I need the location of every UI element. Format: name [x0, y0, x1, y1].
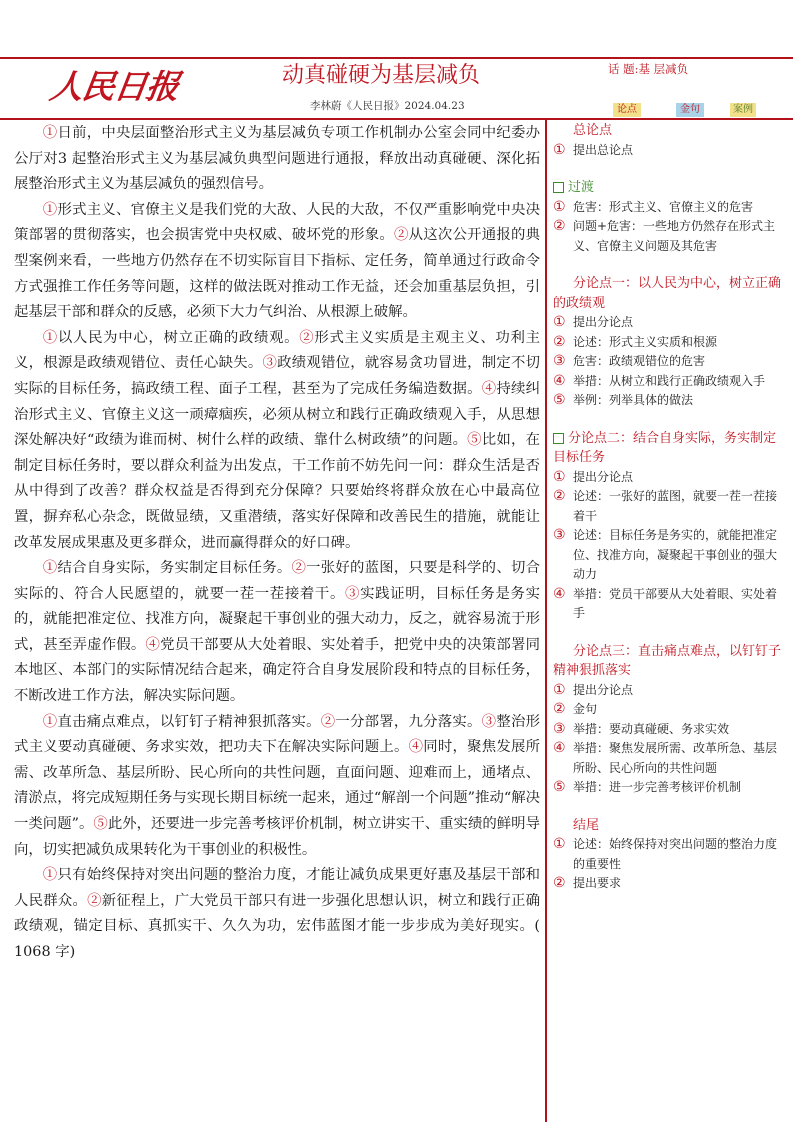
paragraph-6: [14, 863, 540, 965]
item-number: ①: [553, 198, 566, 215]
item-number: ③: [553, 527, 566, 543]
sentence-number: ①: [42, 201, 58, 218]
legend-argument: 论点: [613, 103, 641, 117]
column-divider: [545, 118, 547, 1122]
section-head-point-2: 分论点二：结合自身实际，务实制定目标任务: [553, 430, 777, 465]
item-number: ⑤: [553, 392, 566, 408]
sentence-number: ③: [345, 585, 361, 602]
section-items-point-3: [553, 681, 785, 798]
item-text: 提出总论点: [573, 142, 634, 157]
item-text: 提出要求: [573, 876, 622, 890]
item-text: 论述：形式主义实质和根源: [573, 334, 718, 349]
sentence-number: ①: [42, 713, 58, 730]
annotation-item: [553, 198, 785, 218]
sentence-number: ②: [394, 227, 409, 244]
paragraph-2: [14, 198, 540, 326]
section-head-point-3: 分论点三：直击痛点难点，以钉钉子精神狠抓落实: [553, 643, 782, 678]
sentence-text: 直击痛点难点，以钉钉子精神狠抓落实。: [57, 713, 321, 730]
sentence-number: ③: [262, 355, 278, 372]
paragraph-4: [14, 556, 540, 710]
topic-label: 话 题:: [608, 62, 639, 76]
item-number: ③: [553, 353, 566, 369]
annotation-item: [553, 333, 785, 353]
item-text: 举措：党员干部要从大处着眼、实处着手: [573, 586, 778, 620]
sentence-text: 形式主义、官僚主义是我们党的大敌、人民的大敌，不仅严重影响党中央决策部署的贯彻落实，也会损害党中央权威、破坏党的形象。: [14, 201, 540, 244]
item-text: 提出分论点: [573, 469, 634, 484]
annotation-item: [553, 141, 785, 161]
sentence-number: ③: [481, 713, 497, 730]
checkbox-icon: [553, 433, 564, 444]
item-text: 论述：始终保持对突出问题的整治力度的重要性: [573, 837, 778, 871]
topic-value: 基 层减负: [638, 62, 689, 76]
sentence-text: 持续纠治形式主义、官僚主义这一顽瘴痼疾，必须从树立和践行正确政绩观入手，从思想深处解决好“政绩为谁而树、树什么样的政绩、靠什么树政绩”的问题。: [14, 380, 540, 449]
section-head-point-1: 分论点一：以人民为中心，树立正确的政绩观: [553, 276, 782, 311]
item-text: 危害：形式主义、官僚主义的危害: [573, 199, 754, 214]
item-number: ④: [553, 585, 566, 602]
annotation-item: [553, 313, 785, 333]
sentence-number: ④: [481, 380, 497, 397]
paragraph-3: [14, 326, 540, 556]
annotation-item: [553, 720, 785, 740]
annotation-item: [553, 391, 785, 411]
annotation-item: [553, 468, 785, 488]
section-items-thesis: [553, 141, 785, 161]
annotation-item: [553, 874, 785, 894]
item-number: ②: [553, 218, 566, 234]
item-number: ②: [553, 875, 566, 891]
item-text: 举措：要动真碰硬、务求实效: [573, 721, 730, 736]
sentence-text: 此外，还要进一步完善考核评价机制，树立讲实干、重实绩的鲜明导向，切实把减负成果转化为干事创业的积极性。: [14, 816, 540, 858]
sentence-text: 一张好的蓝图，只要是科学的、切合实际的、符合人民愿望的，就要一茬一茬接着干。: [14, 560, 540, 602]
sentence-text: 比如，在制定目标任务时，要以群众利益为出发点，干工作前不妨先问一问：群众生活是否从中得到了改善？群众权益是否得到充分保障？只要始终将群众放在心中最高位置，摒弃私心杂念，既做显绩，又重潜绩，落实好保障和改善民生的措施，就能让改革发展成果惠及更多群众，进而赢得群众的好口碑。: [14, 432, 540, 551]
annotation-item: [553, 681, 785, 701]
byline: 李林蔚《人民日报》2024.04.23: [310, 100, 465, 112]
sentence-number: ①: [42, 125, 58, 141]
article-body: [14, 121, 540, 966]
header-top-rule: [0, 57, 793, 59]
sentence-number: ②: [87, 892, 102, 909]
item-text: 举例：列举具体的做法: [573, 393, 694, 407]
section-items-transition: [553, 198, 785, 257]
sentence-text: 一分部署，九分落实。: [335, 713, 482, 730]
item-number: ④: [553, 740, 566, 756]
section-items-conclusion: [553, 835, 785, 894]
item-text: 举措：进一步完善考核评价机制: [573, 780, 742, 794]
section-head-conclusion: 结尾: [573, 817, 600, 833]
sentence-number: ②: [299, 329, 315, 346]
item-text: 举措：从树立和践行正确政绩观入手: [573, 373, 766, 388]
sentence-number: ⑤: [467, 432, 482, 449]
annotation-item: [553, 739, 785, 778]
section-head-transition: 过渡: [553, 178, 785, 198]
sentence-text: 以人民为中心，树立正确的政绩观。: [57, 329, 300, 346]
item-text: 举措：聚焦发展所需、改革所急、基层所盼、民心所向的共性问题: [573, 741, 778, 775]
item-number: ①: [553, 836, 566, 852]
paragraph-5: [14, 710, 540, 864]
item-text: 问题+危害：一些地方仍然存在形式主义、官僚主义问题及其危害: [573, 219, 776, 253]
sentence-text: 从这次公开通报的典型案例来看，一些地方仍然存在不切实际盲目下指标、定任务，简单通过行政命令方式强推工作任务等问题，这样的做法既对推动工作无益，还会加重基层负担，引起基层干部和群众的反感，必须下大力气纠治、从根源上破解。: [14, 227, 540, 321]
item-text: 提出分论点: [573, 315, 634, 329]
sentence-text: 实践证明，目标任务是务实的，就能把准定位、找准方向，凝聚起干事创业的强大动力，反之，就容易流于形式，甚至弄虚作假。: [14, 585, 540, 653]
sentence-number: ②: [291, 560, 307, 577]
annotation-item: [553, 526, 785, 585]
checkbox-icon: [553, 182, 564, 193]
annotation-item: [553, 352, 785, 372]
annotation-sidebar: [553, 121, 785, 894]
item-number: ②: [553, 333, 566, 350]
section-items-point-1: [553, 313, 785, 411]
sentence-number: ②: [320, 713, 336, 730]
item-text: 论述：目标任务是务实的，就能把准定位、找准方向，凝聚起干事创业的强大动力: [573, 528, 778, 581]
item-number: ②: [553, 701, 566, 717]
sentence-text: 只有始终保持对突出问题的整治力度，才能让减负成果更好惠及基层干部和人民群众。: [14, 867, 540, 909]
annotation-item: [553, 700, 785, 720]
paragraph-1: [14, 121, 540, 198]
sentence-number: ①: [42, 867, 58, 884]
item-text: 论述：一张好的蓝图，就要一茬一茬接着干: [573, 489, 778, 523]
sentence-number: ①: [42, 560, 58, 577]
annotation-item: [553, 217, 785, 256]
item-number: ⑤: [553, 779, 566, 795]
newspaper-logo: 人民日报: [47, 67, 181, 106]
annotation-item: [553, 778, 785, 798]
item-number: ①: [553, 681, 566, 698]
item-number: ①: [553, 314, 566, 330]
annotation-item: [553, 585, 785, 624]
item-number: ②: [553, 488, 566, 504]
sentence-text: 结合自身实际，务实制定目标任务。: [57, 560, 292, 577]
sentence-text: 日前，中央层面整治形式主义为基层减负专项工作机制办公室会同中纪委办公厅对3 起整治形式主义为基层减负典型问题进行通报，释放出动真碰硬、深化拓展整治形式主义为基层减负的强烈信号。: [14, 125, 540, 193]
item-number: ①: [553, 141, 566, 158]
legend-quote: 金句: [676, 103, 704, 117]
page-title: 动真碰硬为基层减负: [282, 63, 481, 88]
header-bottom-rule: [0, 118, 793, 120]
legend-case: 案例: [730, 103, 756, 117]
sentence-number: ④: [408, 739, 424, 756]
annotation-item: [553, 835, 785, 874]
section-items-point-2: [553, 468, 785, 624]
item-text: 危害：政绩观错位的危害: [573, 354, 706, 368]
item-number: ①: [553, 468, 566, 485]
annotation-item: [553, 487, 785, 526]
item-number: ④: [553, 372, 566, 389]
item-text: 金句: [573, 702, 598, 716]
sentence-number: ④: [145, 636, 161, 653]
annotation-item: [553, 372, 785, 392]
sentence-number: ①: [42, 329, 58, 346]
section-head-thesis: 总论点: [573, 123, 613, 138]
item-text: 提出分论点: [573, 682, 634, 697]
sentence-text: 同时，聚焦发展所需、改革所急、基层所盼、民心所向的共性问题，直面问题、迎难而上，通堵点、清淤点，将完成短期任务与实现长期目标统一起来，通过“解剖一个问题”推动“解决一类问题”。: [14, 739, 540, 833]
sentence-text: 整治形式主义要动真碰硬、务求实效，把功夫下在解决实际问题上。: [14, 713, 540, 756]
sentence-text: 形式主义实质是主观主义、功利主义，根源是政绩观错位、责任心缺失。: [14, 329, 540, 372]
sentence-text: 新征程上，广大党员干部只有进一步强化思想认识，树立和践行正确政绩观，锚定目标、真抓实干、久久为功，宏伟蓝图才能一步步成为美好现实。( 1068 字): [14, 892, 540, 960]
sentence-text: 政绩观错位，就容易贪功冒进，制定不切实际的目标任务，搞政绩工程、面子工程，甚至为了完成任务编造数据。: [14, 355, 540, 397]
item-number: ③: [553, 720, 566, 737]
sentence-text: 党员干部要从大处着眼、实处着手，把党中央的决策部署同本地区、本部门的实际情况结合起来，确定符合自身发展阶段和特点的目标任务，不断改进工作方法，解决实际问题。: [14, 636, 540, 705]
sentence-number: ⑤: [93, 816, 108, 833]
topic-line: [608, 61, 688, 77]
